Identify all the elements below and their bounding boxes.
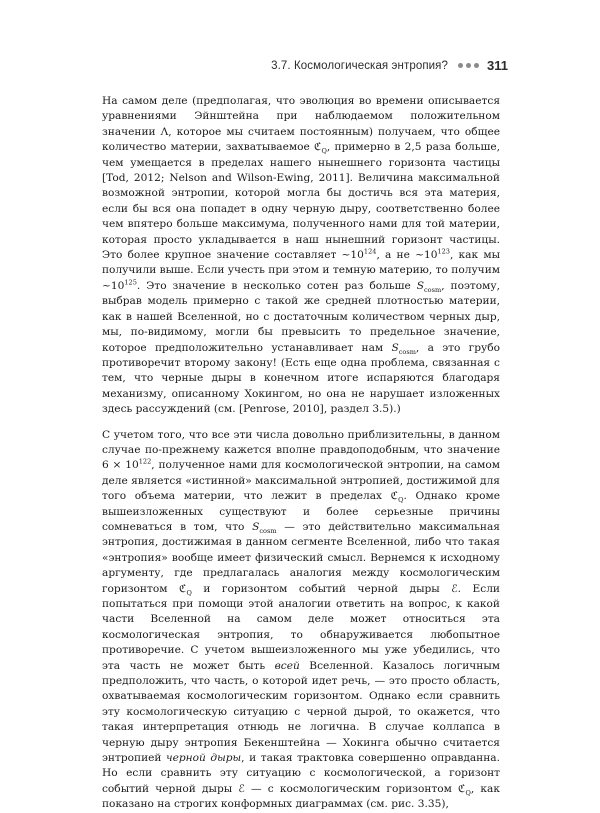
body-text <box>102 94 500 813</box>
paragraph-2: С учетом того, что все эти числа довольно приблизительны, в данном случае по-прежнему кажется вполне правдоподобным, что значение $6 \times 10^{122}$, полученное нами для космологической энтропии, на самом деле является «истинной» максимальной энтропией, достижимой для того объема материи, что лежит в пределах ℭ$_Q$. Однако кроме вышеизложенных существуют и более серьезные причины сомневаться в том, что $S_{cosm}$ — это действительно максимальная энтропия, достижимая в данном сегменте Вселенной, либо что такая «энтропия» вообще имеет физический смысл. Вернемся к исходному аргументу, где предлагалась аналогия между космологическим горизонтом ℭ$_Q$ и горизонтом событий черной дыры ℰ. Если попытаться при помощи этой аналогии ответить на вопрос, к какой части Вселенной на самом деле может относиться эта космологическая энтропия, то обнаруживается любопытное противоречие. С учетом вышеизложенного мы уже убедились, что эта часть не может быть всей Вселенной. Казалось логичным предположить, что часть, о которой идет речь, — это просто область, охватываемая космологическим горизонтом. Однако если сравнить эту космологическую ситуацию с черной дырой, то окажется, что такая интерпретация отнюдь не логична. В случае коллапса в черную дыру энтропия Бекенштейна — Хокинга обычно считается энтропией черной дыры, и такая трактовка совершенно оправданна. Но если сравнить эту ситуацию с космологической, а горизонт событий черной дыры ℰ — с космологическим горизонтом ℭ$_Q$, как показано на строгих конформных диаграммах (см. рис. 3.35), <box>102 428 501 811</box>
running-header <box>271 58 508 73</box>
paragraph-1: На самом деле (предполагая, что эволюция во времени описывается уравнениями Эйнштейна при наблюдаемом положительном значении Λ, которое мы считаем постоянным) получаем, что общее количество материи, захватываемое ℭ$_Q$, примерно в 2,5 раза больше, чем умещается в пределах нашего нынешнего горизонта частицы [Tod, 2012; Nelson and Wilson-Ewing, 2011]. Величина максимальной возможной энтропии, которой могла бы достичь вся эта материя, если бы вся она попадет в одну черную дыру, соответственно более чем впятеро больше максимума, полученного нами для той материи, которая просто укладывается в наш нынешний горизонт частицы. Это более крупное значение составляет $\sim 10^{124}$, а не $\sim 10^{123}$, как мы получили выше. Если учесть при этом и темную материю, то получим $\sim 10^{125}$. Это значение в несколько сотен раз больше $S_{cosm}$, поэтому, выбрав модель примерно с такой же средней плотностью материи, как в нашей Вселенной, но с достаточным количеством черных дыр, мы, по-видимому, могли бы превысить то предельное значение, которое предположительно устанавливает нам $S_{cosm}$, а это грубо противоречит второму закону! (Есть еще одна проблема, связанная с тем, что черные дыры в конечном итоге испаряются благодаря механизму, описанному Хокингом, но она не нарушает изложенных здесь рассуждений (см. [Penrose, 2010], раздел 3.5).) <box>102 95 500 416</box>
dot-icon <box>474 63 479 68</box>
section-title: 3.7. Космологическая энтропия? <box>271 59 449 72</box>
dot-icon <box>466 63 471 68</box>
dot-icon <box>458 63 463 68</box>
dots-separator <box>458 63 479 68</box>
page-number: 311 <box>487 58 508 73</box>
